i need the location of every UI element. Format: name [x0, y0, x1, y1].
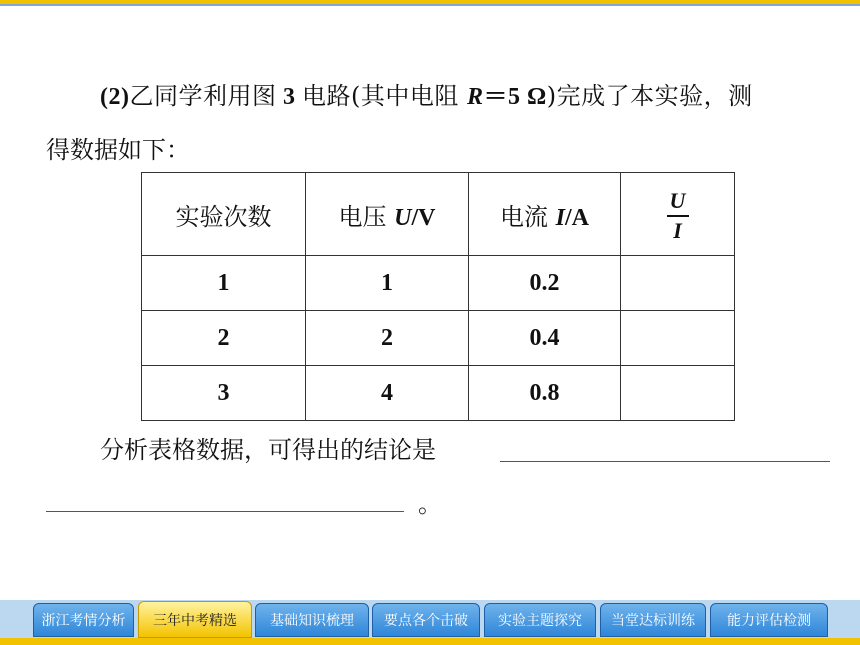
header-trial: 实验次数 [142, 173, 306, 256]
question-text-b: 电路(其中电阻 [301, 82, 467, 110]
nav-tab-class-practice[interactable]: 当堂达标训练 [600, 603, 706, 637]
header-current-var: I [555, 204, 565, 231]
nav-tab-three-year-selection[interactable]: 三年中考精选 [138, 601, 252, 638]
cell-current: 0.8 [469, 366, 621, 421]
header-voltage-unit: /V [411, 204, 436, 231]
header-voltage-label: 电压 [338, 202, 395, 231]
nav-tab-basic-knowledge[interactable]: 基础知识梳理 [255, 603, 369, 637]
cell-trial: 3 [142, 366, 306, 421]
header-voltage [306, 173, 469, 256]
cell-current: 0.2 [469, 256, 621, 311]
header-current-label: 电流 [500, 202, 556, 231]
nav-tab-zhejiang-analysis[interactable]: 浙江考情分析 [33, 603, 134, 637]
header-current [469, 173, 621, 256]
nav-tab-experiment-topics[interactable]: 实验主题探究 [484, 603, 596, 637]
header-current-unit: /A [564, 204, 589, 231]
cell-ratio [621, 366, 735, 421]
table-row [142, 311, 735, 366]
cell-current: 0.4 [469, 311, 621, 366]
cell-voltage: 2 [306, 311, 469, 366]
cell-voltage: 1 [306, 256, 469, 311]
fraction-bar [667, 215, 689, 217]
cell-trial: 1 [142, 256, 306, 311]
cell-ratio [621, 311, 735, 366]
table-row [142, 256, 735, 311]
ratio-denominator: I [673, 217, 682, 243]
conclusion-prompt: 分析表格数据，可得出的结论是 [100, 436, 436, 464]
question-number: (2) [100, 84, 130, 110]
cell-ratio [621, 256, 735, 311]
cell-trial: 2 [142, 311, 306, 366]
question-line-1 [100, 76, 753, 111]
resistance-variable: R [466, 84, 484, 110]
ratio-numerator: U [669, 187, 686, 213]
answer-blank-1[interactable] [500, 461, 830, 462]
table-row [142, 366, 735, 421]
top-accent-line [0, 4, 860, 6]
bottom-accent-bar [0, 638, 860, 645]
figure-number: 3 [276, 84, 302, 110]
question-text-a: 乙同学利用图 [129, 82, 277, 110]
answer-blank-2[interactable] [46, 511, 404, 512]
header-voltage-var: U [394, 204, 412, 231]
cell-voltage: 4 [306, 366, 469, 421]
question-text-c: )完成了本实验，测 [546, 82, 753, 110]
table-header-row [142, 173, 735, 256]
sentence-period: 。 [418, 490, 442, 518]
data-table [141, 172, 735, 421]
header-ratio [621, 173, 735, 256]
resistance-value: ＝5 Ω [483, 84, 547, 110]
ratio-fraction [667, 189, 689, 243]
nav-tab-ability-assessment[interactable]: 能力评估检测 [710, 603, 828, 637]
nav-tab-key-points[interactable]: 要点各个击破 [372, 603, 480, 637]
question-line-2: 得数据如下： [46, 136, 190, 164]
